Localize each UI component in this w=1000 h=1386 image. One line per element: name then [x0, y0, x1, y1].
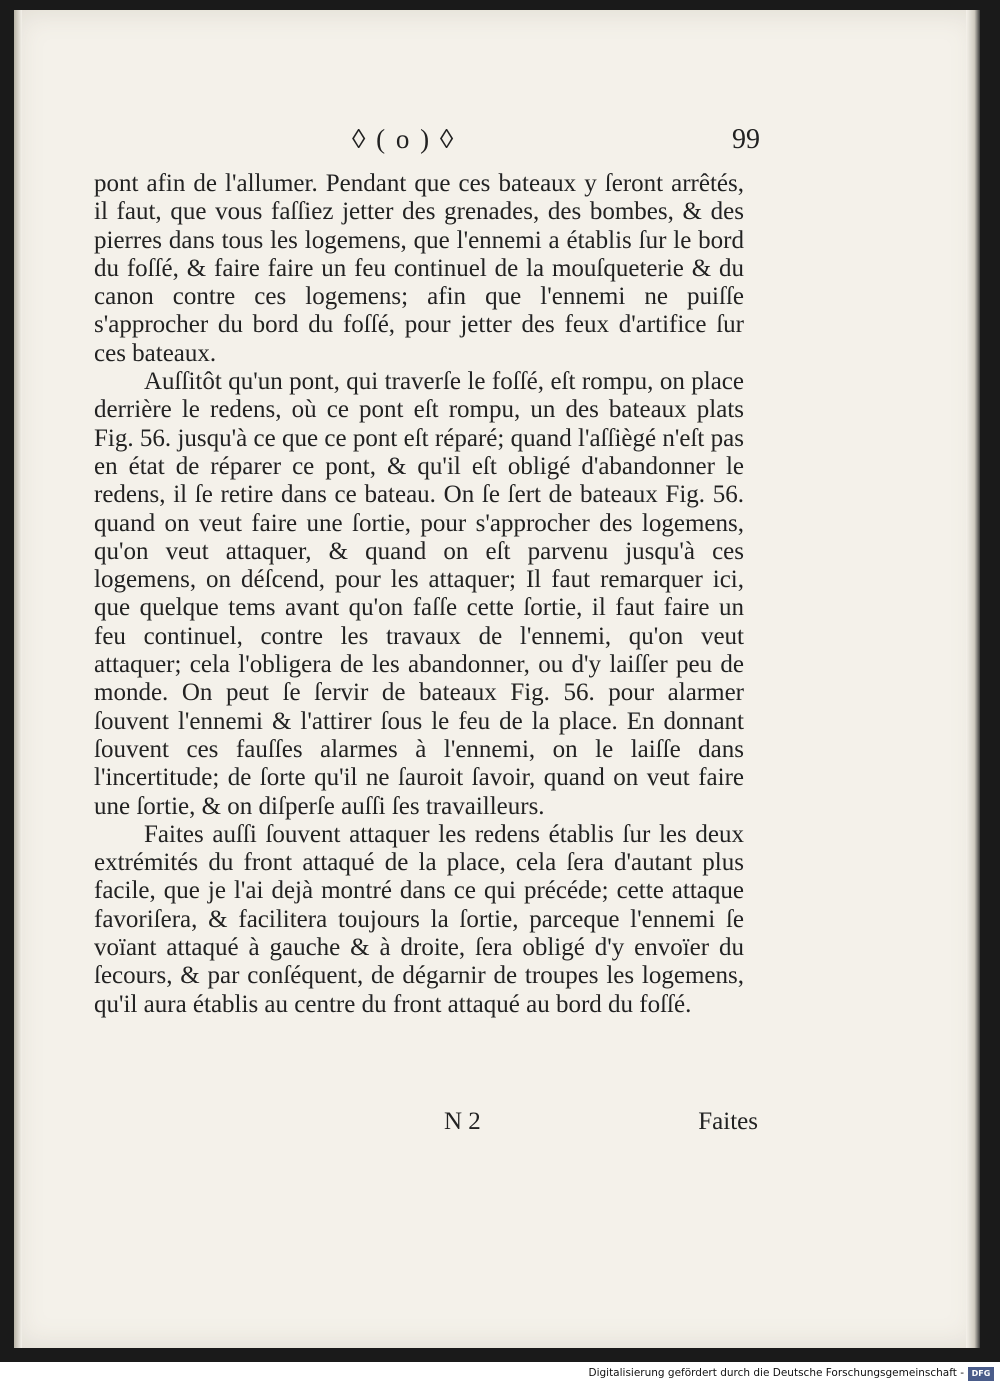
running-header	[340, 122, 760, 162]
catchword: Faites	[698, 1108, 758, 1135]
page-fore-edge	[966, 10, 980, 1348]
signature-mark: N 2	[444, 1108, 481, 1135]
paragraph: Faites auſſi ſouvent attaquer les redens établis ſur les deux extrémités du front attaqué de la place, cela ſera d'autant plus facile, que je l'ai dejà montré dans ce qui précéde; cette attaque favoriſera, & facilitera toujours la ſortie, parceque l'ennemi ſe voïant attaqué à gauche & à droite, ſera obligé d'y envoïer du ſecours, & par conſéquent, de dégarnir de troupes les logemens, qu'il aura établis au centre du front attaqué au bord du foſſé.	[94, 820, 744, 1018]
page-gutter	[14, 10, 22, 1348]
credit-bar	[0, 1362, 1000, 1386]
page-number: 99	[732, 124, 760, 155]
header-ornament: ◊ ( o ) ◊	[352, 124, 456, 154]
funding-credit: Digitalisierung gefördert durch die Deutsche Forschungsgemeinschaft -	[588, 1367, 964, 1379]
paragraph: pont afin de l'allumer. Pendant que ces bateaux y ſeront arrêtés, il faut, que vous faſſiez jetter des grenades, des bombes, & des pierres dans tous les logemens, que l'ennemi a établis ſur le bord du foſſé, & faire faire un feu continuel de la mouſqueterie & du canon contre ces logemens; afin que l'ennemi ne puiſſe s'approcher du bord du foſſé, pour jetter des feux d'artifice ſur ces bateaux.	[94, 170, 744, 367]
page-footer	[94, 1104, 758, 1140]
body-text	[94, 170, 744, 1019]
paragraph: Auſſitôt qu'un pont, qui traverſe le foſſé, eſt rompu, on place derrière le redens, où ce pont eſt rompu, un des bateaux plats Fig. 56. jusqu'à ce que ce pont eſt réparé; quand l'aſſiègé n'eſt pas en état de réparer ce pont, & qu'il eſt obligé d'abandonner le redens, il ſe retire dans ce bateau. On ſe ſert de bateaux Fig. 56. quand on veut faire une ſortie, pour s'approcher des logemens, qu'on veut attaquer, & quand on eſt parvenu jusqu'à ces logemens, on déſcend, pour les attaquer; Il faut remarquer ici, que quelque tems avant qu'on faſſe cette ſortie, il faut faire un feu continuel, contre les travaux de l'ennemi, qu'on veut attaquer; cela l'obligera de les abandonner, ou d'y laiſſer peu de monde. On peut ſe ſervir de bateaux Fig. 56. pour alarmer ſouvent l'ennemi & l'attirer ſous le feu de la place. En donnant ſouvent ces fauſſes alarmes à l'ennemi, on le laiſſe dans l'incertitude; de ſorte qu'il ne ſauroit ſavoir, quand on veut faire une ſortie, & on diſperſe auſſi ſes travailleurs.	[94, 368, 744, 820]
dfg-logo-icon: DFG	[968, 1367, 994, 1381]
